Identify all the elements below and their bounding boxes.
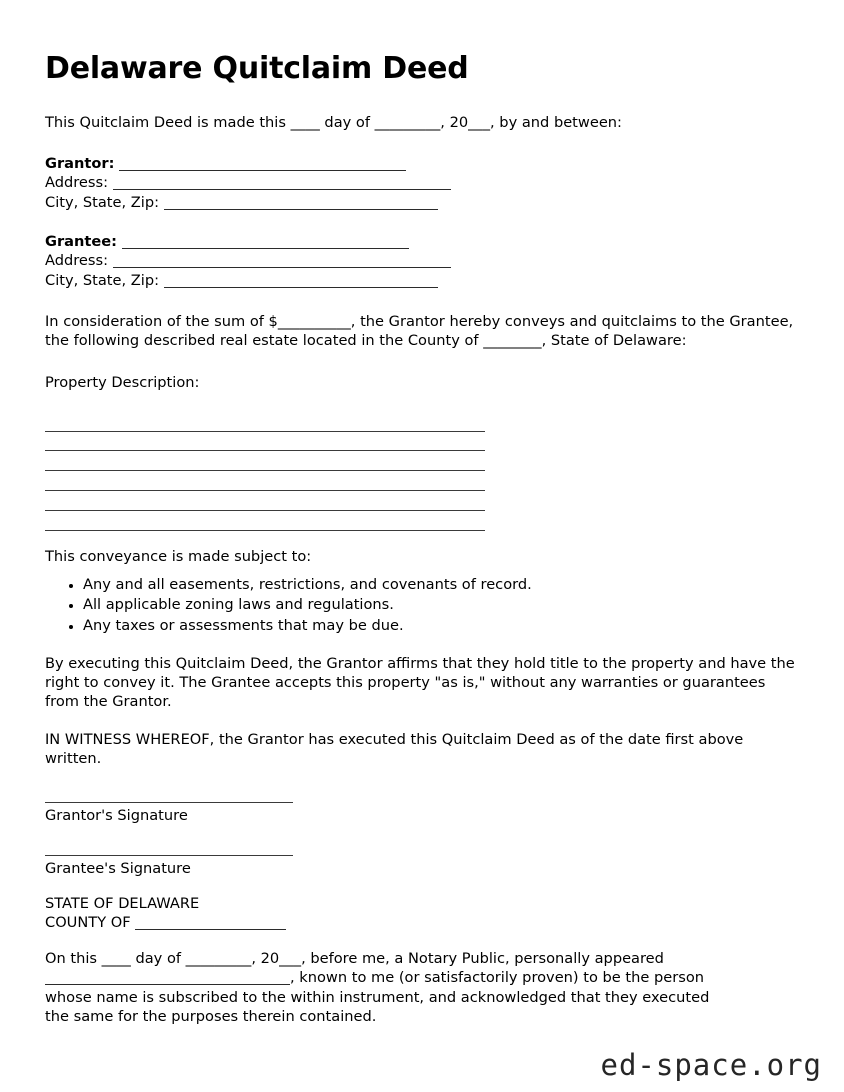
property-description-blanks[interactable]	[45, 412, 799, 531]
grantor-csz-row	[45, 193, 799, 212]
list-item: • All applicable zoning laws and regulations.	[83, 595, 799, 615]
notary-line-3: whose name is subscribed to the within instrument, and acknowledged that they executed	[45, 988, 710, 1006]
notary-acknowledgement	[45, 949, 799, 1027]
notary-line-1: On this ____ day of _________, 20___, before me, a Notary Public, personally appeared	[45, 949, 664, 967]
grantor-signature-caption: Grantor's Signature	[45, 806, 188, 824]
grantee-signature-line[interactable]	[45, 855, 293, 856]
notary-line-4: the same for the purposes therein contained.	[45, 1008, 377, 1025]
notary-county-row	[45, 913, 799, 932]
grantee-label: Grantee:	[45, 232, 118, 250]
notary-state-line: STATE OF DELAWARE	[45, 894, 200, 912]
grantee-name-row	[45, 232, 799, 251]
grantor-name-blank[interactable]	[119, 157, 406, 171]
property-blank-line[interactable]	[45, 432, 485, 452]
grantor-label: Grantor:	[45, 154, 115, 172]
notary-name-blank[interactable]	[45, 971, 290, 985]
conveyance-intro: This conveyance is made subject to:	[45, 547, 312, 565]
grantee-signature-caption: Grantee's Signature	[45, 859, 191, 877]
property-description-label: Property Description:	[45, 373, 200, 391]
notary-county-label: COUNTY OF	[45, 914, 131, 932]
page-title: Delaware Quitclaim Deed	[45, 51, 469, 86]
grantor-csz-blank[interactable]	[164, 196, 438, 210]
grantor-signature-block	[45, 802, 799, 825]
document-content	[45, 52, 799, 1026]
grantee-address-blank[interactable]	[113, 254, 451, 268]
notary-county-blank[interactable]	[135, 916, 286, 930]
intro-paragraph: This Quitclaim Deed is made this ____ day of _________, 20___, by and between:	[45, 113, 622, 131]
grantor-address-row	[45, 173, 799, 192]
execution-paragraph: By executing this Quitclaim Deed, the Grantor affirms that they hold title to the property and have the right to convey it. The Grantee accepts this property "as is," without any warranties or guarantees from the Grantor.	[45, 654, 795, 711]
grantee-address-label: Address:	[45, 252, 109, 270]
notary-line-2-text: , known to me (or satisfactorily proven) to be the person	[290, 969, 705, 987]
site-watermark: ed-space.org	[600, 1048, 822, 1082]
grantor-address-label: Address:	[45, 174, 109, 192]
notary-jurisdiction	[45, 894, 799, 933]
grantor-name-row	[45, 154, 799, 173]
grantor-block	[45, 154, 799, 212]
grantee-address-row	[45, 251, 799, 270]
property-blank-line[interactable]	[45, 491, 485, 511]
notary-line-2	[45, 968, 799, 987]
grantee-csz-blank[interactable]	[164, 274, 438, 288]
conditions-list	[45, 575, 799, 636]
grantee-csz-row	[45, 271, 799, 290]
grantee-block	[45, 232, 799, 290]
grantee-signature-block	[45, 855, 799, 878]
witness-paragraph: IN WITNESS WHEREOF, the Grantor has executed this Quitclaim Deed as of the date first above written.	[45, 730, 744, 767]
grantor-signature-line[interactable]	[45, 802, 293, 803]
property-blank-line[interactable]	[45, 451, 485, 471]
list-item: • Any taxes or assessments that may be due.	[83, 616, 799, 636]
grantor-address-blank[interactable]	[113, 176, 451, 190]
property-blank-line[interactable]	[45, 511, 485, 531]
property-blank-line[interactable]	[45, 412, 485, 432]
consideration-paragraph: In consideration of the sum of $__________, the Grantor hereby conveys and quitclaims to the Grantee, the following described real estate located in the County of ________, State of Delaware:	[45, 313, 794, 350]
list-item: • Any and all easements, restrictions, and covenants of record.	[83, 575, 799, 595]
property-blank-line[interactable]	[45, 471, 485, 491]
grantor-csz-label: City, State, Zip:	[45, 193, 160, 211]
grantee-csz-label: City, State, Zip:	[45, 271, 160, 289]
grantee-name-blank[interactable]	[122, 235, 409, 249]
